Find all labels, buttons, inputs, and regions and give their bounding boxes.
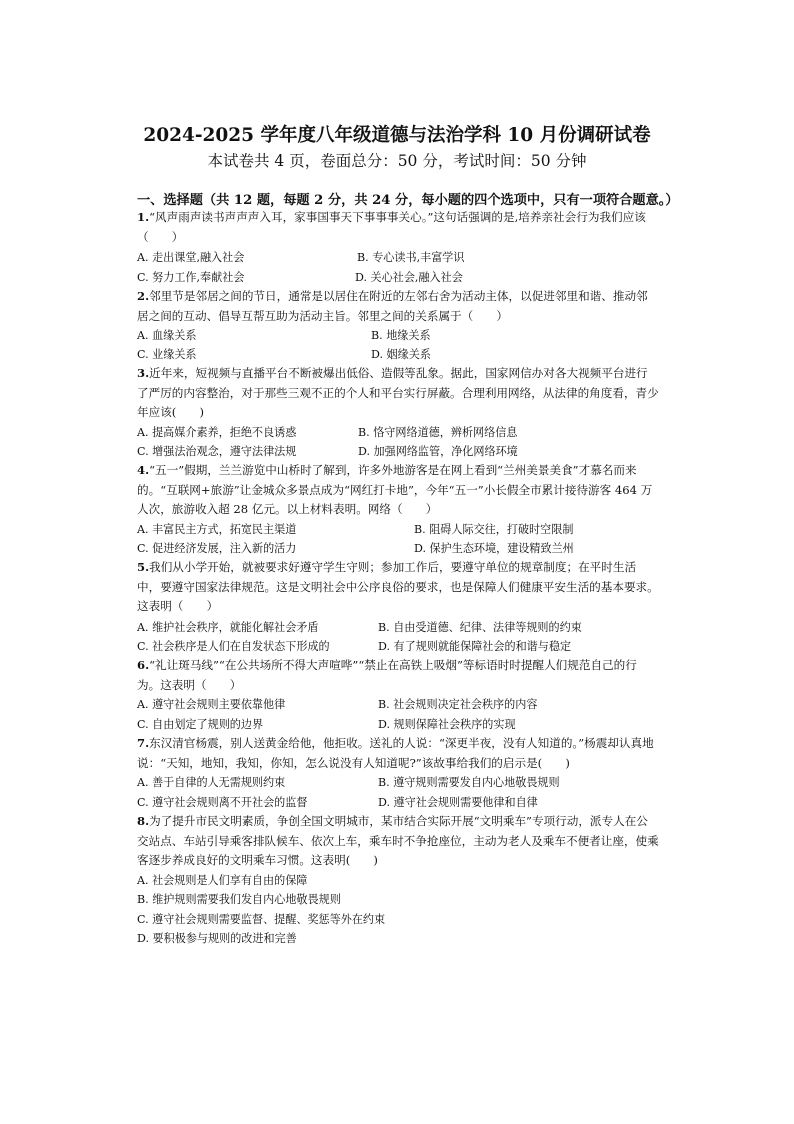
option-d: D. 加强网络监管，净化网络环境 [358, 445, 518, 458]
question-number: 1. [137, 210, 150, 224]
option-c: C. 促进经济发展，注入新的活力 [137, 542, 297, 555]
option-c: C. 努力工作,奉献社会 [137, 271, 245, 284]
option-d: D. 有了规则就能保障社会的和谐与稳定 [378, 640, 572, 653]
option-d: D. 遵守社会规则需要他律和自律 [378, 796, 538, 809]
question-2 [137, 287, 659, 326]
option-d: D. 规则保障社会秩序的实现 [378, 718, 516, 731]
option-a: A. 维护社会秩序，就能化解社会矛盾 [137, 621, 319, 634]
question-1 [137, 208, 659, 247]
option-b: B. 自由受道德、纪律、法律等规则的约束 [378, 621, 582, 634]
option-b: B. 维护规则需要我们发自内心地敬畏规则 [137, 893, 341, 906]
question-text: 邻里节是邻居之间的节日，通常是以居住在附近的左邻右舍为活动主体，以促进邻里和谐、推动邻居之间的互动、倡导互帮互助为活动主旨。邻里之间的关系属于（ ） [137, 289, 648, 323]
question-text: “五一”假期，兰兰游览中山桥时了解到，许多外地游客是在网上看到“兰州美景美食”才慕名而来的。“互联网+旅游”让金城众多景点成为“网红打卡地”，今年“五一”小长假全市累计接待游客 464 万人次，旅游收入超 28 亿元。以上材料表明。网络（ ） [137, 463, 653, 517]
question-text: “礼让斑马线”“在公共场所不得大声喧哗”“禁止在高铁上吸烟”等标语时时提醒人们规范自己的行为。这表明（ ） [137, 658, 637, 692]
question-text: 为了提升市民文明素质，争创全国文明城市，某市结合实际开展“文明乘车”专项行动，派专人在公交站点、车站引导乘客排队候车、依次上车，乘车时不争抢座位，主动为老人及乘车不便者让座，使乘客逐步养成良好的文明乘车习惯。这表明( ) [137, 814, 659, 868]
option-d: D. 姻缘关系 [371, 348, 431, 361]
question-7 [137, 734, 659, 773]
option-c: C. 业缘关系 [137, 348, 197, 361]
option-b: B. 遵守规则需要发自内心地敬畏规则 [378, 776, 560, 789]
option-c: C. 自由划定了规则的边界 [137, 718, 264, 731]
exam-subtitle: 本试卷共 4 页，卷面总分：50 分，考试时间：50 分钟 [207, 152, 587, 170]
question-number: 5. [137, 560, 150, 574]
question-4 [137, 461, 659, 520]
question-8 [137, 812, 659, 871]
option-a: A. 走出课堂,融入社会 [137, 251, 245, 264]
question-number: 6. [137, 658, 150, 672]
option-b: B. 地缘关系 [371, 329, 431, 342]
option-b: B. 恪守网络道德，辨析网络信息 [358, 426, 518, 439]
option-b: B. 专心读书,丰富学识 [357, 251, 465, 264]
option-d: D. 保护生态环境，建设精致兰州 [414, 542, 574, 555]
question-number: 3. [137, 366, 150, 380]
option-d: D. 要积极参与规则的改进和完善 [137, 932, 297, 945]
question-text: 我们从小学开始，就被要求好遵守学生守则；参加工作后，要遵守单位的规章制度；在平时生活中，要遵守国家法律规范。这是文明社会中公序良俗的要求，也是保障人们健康平安生活的基本要求。这表明（ ） [137, 560, 659, 614]
option-b: B. 社会规则决定社会秩序的内容 [378, 698, 538, 711]
question-6 [137, 656, 659, 695]
option-a: A. 遵守社会规则主要依靠他律 [137, 698, 286, 711]
question-number: 4. [137, 463, 150, 477]
option-c: C. 遵守社会规则需要监督、提醒、奖惩等外在约束 [137, 913, 386, 926]
option-a: A. 血缘关系 [137, 329, 197, 342]
option-b: B. 阻碍人际交往，打破时空限制 [414, 523, 574, 536]
exam-title: 2024-2025 学年度八年级道德与法治学科 10 月份调研试卷 [143, 125, 651, 146]
section-heading: 一、选择题（共 12 题，每题 2 分，共 24 分，每小题的四个选项中，只有一项符合题意。） [137, 193, 679, 208]
option-c: C. 社会秩序是人们在自发状态下形成的 [137, 640, 330, 653]
question-text: 东汉清官杨震，别人送黄金给他，他拒收。送礼的人说：“深更半夜，没有人知道的。”杨震却认真地说：“天知，地知，我知，你知，怎么说没有人知道呢?”该故事给我们的启示是( ) [137, 736, 654, 770]
question-number: 7. [137, 736, 150, 750]
option-a: A. 善于自律的人无需规则约束 [137, 776, 286, 789]
option-d: D. 关心社会,融入社会 [355, 271, 463, 284]
option-a: A. 提高媒介素养，拒绝不良诱惑 [137, 426, 297, 439]
option-c: C. 增强法治观念，遵守法律法规 [137, 445, 297, 458]
question-5 [137, 558, 659, 617]
option-a: A. 社会规则是人们享有自由的保障 [137, 874, 308, 887]
question-text: 近年来，短视频与直播平台不断被爆出低俗、造假等乱象。据此，国家网信办对各大视频平台进行了严厉的内容整治，对于那些三观不正的个人和平台实行屏蔽。合理利用网络，从法律的角度看，青少年应该( ) [137, 366, 659, 420]
question-text: “风声雨声读书声声声入耳，家事国事天下事事事关心。”这句话强调的是,培养亲社会行为我们应该（ ） [137, 210, 646, 244]
question-number: 8. [137, 814, 150, 828]
question-3 [137, 364, 659, 423]
question-number: 2. [137, 289, 150, 303]
option-a: A. 丰富民主方式，拓宽民主渠道 [137, 523, 297, 536]
option-c: C. 遵守社会规则离不开社会的监督 [137, 796, 308, 809]
